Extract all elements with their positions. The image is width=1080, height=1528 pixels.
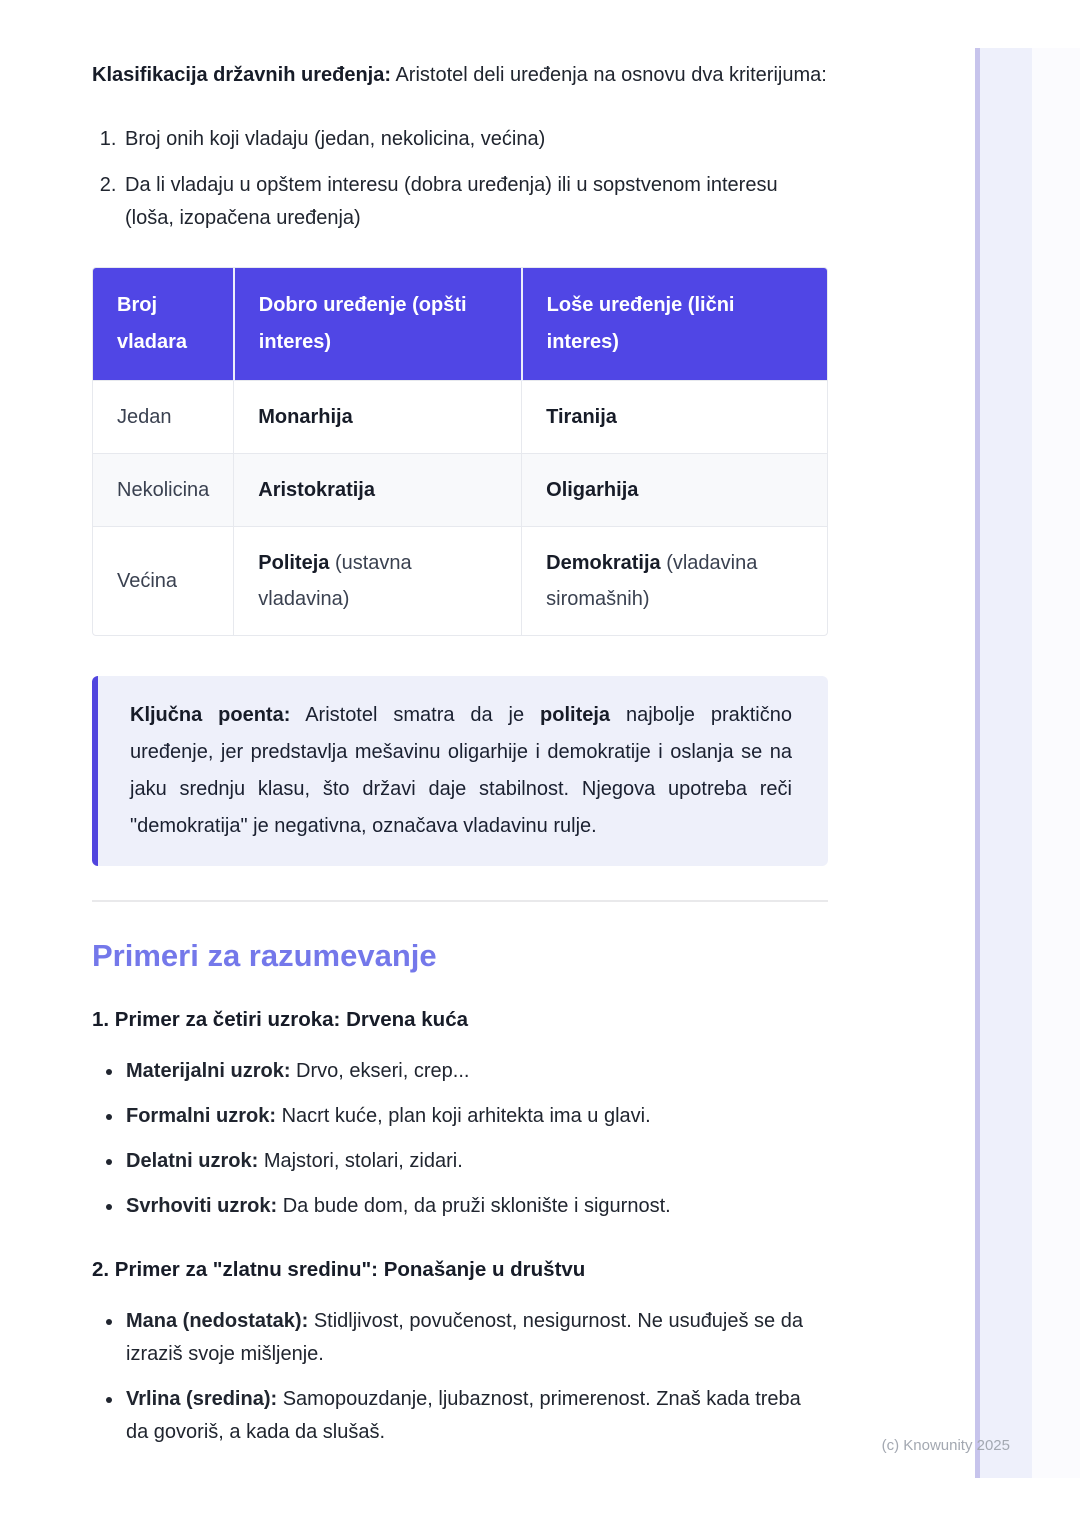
column-header: Loše uređenje (lični interes) [522, 268, 827, 381]
intro-lead-bold: Klasifikacija državnih uređenja: [92, 64, 391, 86]
list-item: • Vrlina (sredina): Samopouzdanje, ljubaznost, primerenost. Znaš kada treba da govoriš, a kada da slušaš. [124, 1383, 828, 1449]
subheading-example-2: 2. Primer za "zlatnu sredinu": Ponašanje u društvu [92, 1258, 586, 1281]
section-divider [92, 900, 828, 902]
list-item: • Formalni uzrok: Nacrt kuće, plan koji arhitekta ima u glavi. [124, 1100, 828, 1133]
key-point-callout [92, 676, 828, 866]
table-cell: Politeja (ustavna vladavina) [234, 527, 522, 636]
list-item: • Materijalni uzrok: Drvo, ekseri, crep... [124, 1055, 828, 1088]
column-header: Broj vladara [93, 268, 234, 381]
page-edge-margin [1032, 48, 1080, 1478]
section-heading: Primeri za razumevanje [92, 938, 437, 973]
government-types-table [92, 267, 828, 636]
list-item [122, 169, 828, 235]
table-row [93, 454, 827, 527]
table-row [93, 381, 827, 454]
copyright-footer: (c) Knowunity 2025 [881, 1437, 1010, 1454]
list-item [122, 123, 828, 156]
table-cell: Demokratija (vladavina siromašnih) [522, 527, 827, 636]
table-cell: Tiranija [522, 381, 827, 454]
table-header-row [93, 268, 827, 381]
column-header: Dobro uređenje (opšti interes) [234, 268, 522, 381]
table-row [93, 527, 827, 636]
criteria-item-text: Da li vladaju u opštem interesu (dobra uređenja) ili u sopstvenom interesu (loša, izopačena uređenja) [125, 174, 778, 229]
table-cell: Oligarhija [522, 454, 827, 527]
golden-mean-list [92, 1305, 828, 1449]
table-cell: Aristokratija [234, 454, 522, 527]
table-cell: Monarhija [234, 381, 522, 454]
list-item: • Delatni uzrok: Majstori, stolari, zidari. [124, 1145, 828, 1178]
subheading-example-1: 1. Primer za četiri uzroka: Drvena kuća [92, 1008, 469, 1031]
row-label: Jedan [93, 381, 234, 454]
list-item: • Svrhoviti uzrok: Da bude dom, da pruži sklonište i sigurnost. [124, 1190, 828, 1223]
causes-list [92, 1055, 828, 1223]
document-content [92, 56, 828, 1461]
callout-lead: Ključna poenta: [130, 704, 291, 726]
intro-lead-text: Aristotel deli uređenja na osnovu dva kriterijuma: [395, 64, 827, 86]
criteria-list [92, 123, 828, 235]
criteria-item-text: Broj onih koji vladaju (jedan, nekolicina, većina) [125, 128, 546, 150]
callout-text: Ključna poenta: Aristotel smatra da je politeja najbolje praktično uređenje, jer predstavlja mešavinu oligarhije i demokratije i oslanja se na jaku srednju klasu, što državi daje stabilnost. Njegova upotreba reči "demokratija" je negativna, označava vladavinu rulje. [130, 704, 792, 837]
row-label: Većina [93, 527, 234, 636]
row-label: Nekolicina [93, 454, 234, 527]
list-item: • Mana (nedostatak): Stidljivost, povučenost, nesigurnost. Ne usuđuješ se da izraziš svoje mišljenje. [124, 1305, 828, 1371]
page-edge-strip [980, 48, 1032, 1478]
intro-paragraph [92, 56, 828, 94]
